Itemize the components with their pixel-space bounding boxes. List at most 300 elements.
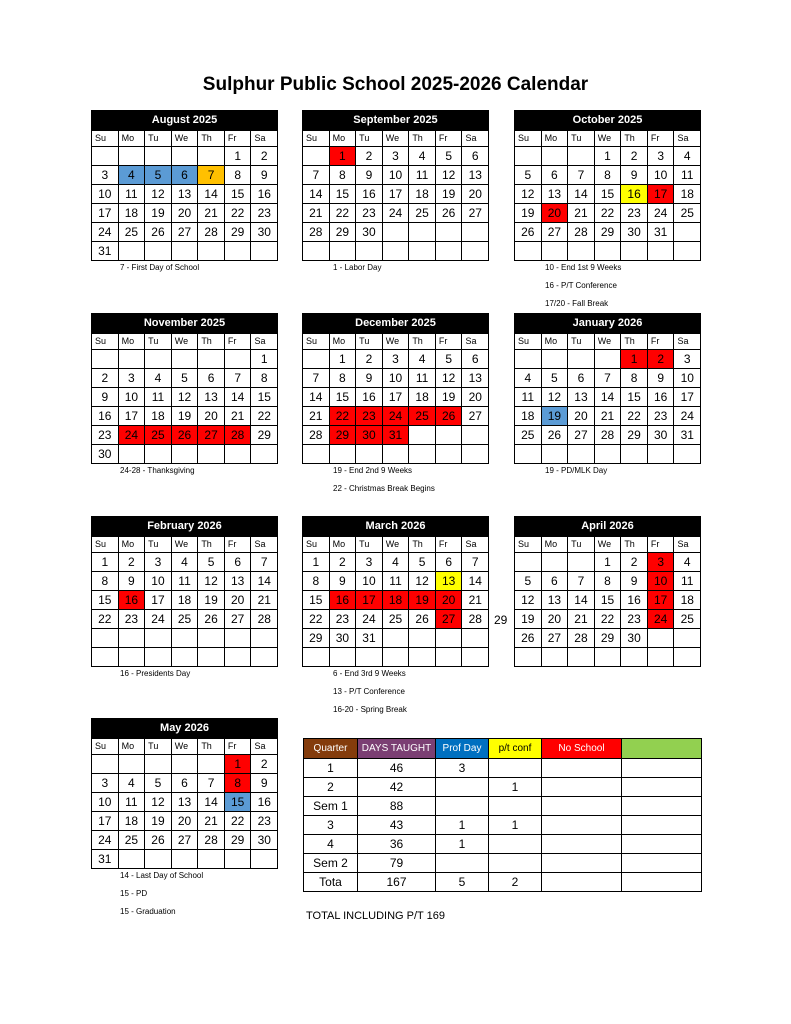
- month-days-grid: [91, 333, 278, 464]
- day-cell: 22: [595, 204, 622, 223]
- day-cell: 15: [621, 388, 648, 407]
- empty-day-cell: [383, 629, 410, 648]
- stray-day-number: 29: [494, 613, 508, 627]
- week-row: [92, 166, 278, 185]
- month-title: August 2025: [91, 110, 278, 130]
- summary-row: [304, 816, 702, 835]
- day-cell: 5: [172, 369, 199, 388]
- weekday-label: Su: [303, 131, 330, 147]
- weekday-label: We: [595, 131, 622, 147]
- day-cell: 12: [542, 388, 569, 407]
- note-line: 19 - End 2nd 9 Weeks: [333, 466, 413, 475]
- week-row: [303, 591, 489, 610]
- day-cell: 1: [225, 147, 252, 166]
- day-cell: 11: [674, 166, 701, 185]
- day-cell: 24: [119, 426, 146, 445]
- empty-day-cell: [119, 350, 146, 369]
- summary-cell: 2: [489, 873, 542, 892]
- day-cell: 7: [568, 572, 595, 591]
- day-cell: 19: [436, 388, 463, 407]
- day-cell: 28: [225, 426, 252, 445]
- day-cell: 25: [409, 204, 436, 223]
- day-cell: 24: [92, 831, 119, 850]
- day-cell: 25: [119, 831, 146, 850]
- week-row: [92, 204, 278, 223]
- empty-day-cell: [225, 350, 252, 369]
- weekday-label: Su: [515, 131, 542, 147]
- day-cell: 17: [674, 388, 701, 407]
- weekday-label: Th: [198, 537, 225, 553]
- day-cell: 9: [356, 369, 383, 388]
- month-title: February 2026: [91, 516, 278, 536]
- month-december-2025: [302, 313, 489, 464]
- summary-cell: 1: [436, 816, 489, 835]
- month-notes: [333, 259, 381, 277]
- day-cell: 14: [198, 793, 225, 812]
- note-line: 24-28 - Thanksgiving: [120, 466, 195, 475]
- month-days-grid: [302, 130, 489, 261]
- weekday-label: Mo: [542, 537, 569, 553]
- summary-cell: 167: [358, 873, 436, 892]
- note-line: 15 - PD: [120, 889, 148, 898]
- day-cell: 23: [330, 610, 357, 629]
- day-cell: 4: [383, 553, 410, 572]
- day-cell: 11: [409, 369, 436, 388]
- empty-day-cell: [119, 629, 146, 648]
- day-cell: 25: [172, 610, 199, 629]
- weekday-label: Su: [92, 131, 119, 147]
- empty-day-cell: [462, 223, 489, 242]
- weekday-label: We: [172, 131, 199, 147]
- total-including-pt: TOTAL INCLUDING P/T 169: [306, 910, 445, 922]
- day-cell: 26: [542, 426, 569, 445]
- summary-cell: Sem 2: [304, 854, 358, 873]
- weekday-label: Tu: [145, 537, 172, 553]
- day-cell: 12: [515, 591, 542, 610]
- summary-row: [304, 873, 702, 892]
- month-february-2026: [91, 516, 278, 667]
- day-cell: 25: [515, 426, 542, 445]
- day-cell: 21: [225, 407, 252, 426]
- day-cell: 4: [409, 350, 436, 369]
- empty-day-cell: [409, 242, 436, 261]
- day-cell: 23: [92, 426, 119, 445]
- day-cell: 23: [356, 407, 383, 426]
- day-cell: 23: [119, 610, 146, 629]
- day-cell: 21: [198, 204, 225, 223]
- day-cell: 1: [621, 350, 648, 369]
- note-line: 19 - PD/MLK Day: [545, 466, 608, 475]
- weekday-header-row: [515, 537, 701, 553]
- week-row: [515, 185, 701, 204]
- month-title: March 2026: [302, 516, 489, 536]
- empty-day-cell: [225, 629, 252, 648]
- day-cell: 18: [409, 185, 436, 204]
- summary-cell: 1: [436, 835, 489, 854]
- day-cell: 22: [621, 407, 648, 426]
- empty-day-cell: [303, 242, 330, 261]
- empty-day-cell: [303, 350, 330, 369]
- empty-day-cell: [225, 242, 252, 261]
- day-cell: 22: [303, 610, 330, 629]
- week-row: [92, 572, 278, 591]
- day-cell: 14: [595, 388, 622, 407]
- week-row: [92, 350, 278, 369]
- day-cell: 27: [172, 831, 199, 850]
- day-cell: 12: [172, 388, 199, 407]
- day-cell: 13: [462, 166, 489, 185]
- day-cell: 14: [568, 591, 595, 610]
- weekday-label: Sa: [251, 334, 278, 350]
- day-cell: 9: [621, 166, 648, 185]
- weekday-label: Fr: [225, 739, 252, 755]
- day-cell: 25: [383, 610, 410, 629]
- month-days-grid: [514, 536, 701, 667]
- empty-day-cell: [145, 350, 172, 369]
- weekday-label: Sa: [674, 131, 701, 147]
- day-cell: 26: [515, 629, 542, 648]
- day-cell: 19: [409, 591, 436, 610]
- summary-cell: [622, 854, 702, 873]
- week-row: [92, 793, 278, 812]
- empty-day-cell: [568, 648, 595, 667]
- day-cell: 15: [225, 185, 252, 204]
- summary-table: [303, 738, 702, 892]
- month-january-2026: [514, 313, 701, 464]
- empty-day-cell: [568, 147, 595, 166]
- empty-day-cell: [251, 445, 278, 464]
- summary-cell: [622, 835, 702, 854]
- day-cell: 7: [303, 369, 330, 388]
- empty-day-cell: [251, 648, 278, 667]
- day-cell: 2: [119, 553, 146, 572]
- month-title: January 2026: [514, 313, 701, 333]
- week-row: [303, 204, 489, 223]
- empty-day-cell: [515, 445, 542, 464]
- week-row: [92, 147, 278, 166]
- day-cell: 7: [251, 553, 278, 572]
- empty-day-cell: [648, 648, 675, 667]
- weekday-label: Mo: [330, 334, 357, 350]
- weekday-label: Sa: [462, 131, 489, 147]
- empty-day-cell: [172, 350, 199, 369]
- day-cell: 20: [542, 610, 569, 629]
- week-row: [515, 204, 701, 223]
- empty-day-cell: [198, 445, 225, 464]
- day-cell: 20: [462, 185, 489, 204]
- empty-day-cell: [198, 147, 225, 166]
- summary-cell: [542, 816, 622, 835]
- weekday-label: Sa: [251, 537, 278, 553]
- empty-day-cell: [409, 629, 436, 648]
- empty-day-cell: [119, 147, 146, 166]
- day-cell: 14: [225, 388, 252, 407]
- empty-day-cell: [225, 850, 252, 869]
- day-cell: 27: [225, 610, 252, 629]
- day-cell: 22: [330, 204, 357, 223]
- day-cell: 11: [172, 572, 199, 591]
- summary-cell: [436, 778, 489, 797]
- day-cell: 9: [621, 572, 648, 591]
- day-cell: 28: [568, 223, 595, 242]
- week-row: [515, 648, 701, 667]
- day-cell: 17: [383, 388, 410, 407]
- week-row: [303, 185, 489, 204]
- day-cell: 6: [568, 369, 595, 388]
- empty-day-cell: [436, 445, 463, 464]
- day-cell: 8: [595, 166, 622, 185]
- empty-day-cell: [462, 445, 489, 464]
- day-cell: 11: [515, 388, 542, 407]
- day-cell: 14: [462, 572, 489, 591]
- note-line: 16 - Presidents Day: [120, 669, 191, 678]
- weekday-header-row: [92, 537, 278, 553]
- day-cell: 15: [251, 388, 278, 407]
- empty-day-cell: [383, 223, 410, 242]
- day-cell: 29: [595, 223, 622, 242]
- day-cell: 30: [92, 445, 119, 464]
- day-cell: 21: [462, 591, 489, 610]
- week-row: [92, 591, 278, 610]
- day-cell: 17: [356, 591, 383, 610]
- day-cell: 30: [251, 831, 278, 850]
- day-cell: 4: [409, 147, 436, 166]
- month-title: May 2026: [91, 718, 278, 738]
- day-cell: 12: [436, 369, 463, 388]
- empty-day-cell: [303, 445, 330, 464]
- month-notes: [120, 867, 203, 921]
- summary-cell: 43: [358, 816, 436, 835]
- day-cell: 18: [383, 591, 410, 610]
- weekday-label: Tu: [356, 131, 383, 147]
- day-cell: 16: [356, 388, 383, 407]
- day-cell: 2: [92, 369, 119, 388]
- weekday-header-row: [515, 131, 701, 147]
- month-title: November 2025: [91, 313, 278, 333]
- day-cell: 31: [383, 426, 410, 445]
- day-cell: 26: [145, 831, 172, 850]
- weekday-label: Th: [409, 537, 436, 553]
- day-cell: 8: [225, 774, 252, 793]
- empty-day-cell: [172, 629, 199, 648]
- empty-day-cell: [251, 850, 278, 869]
- day-cell: 27: [542, 629, 569, 648]
- day-cell: 3: [383, 147, 410, 166]
- day-cell: 16: [119, 591, 146, 610]
- week-row: [303, 629, 489, 648]
- weekday-label: Sa: [251, 131, 278, 147]
- day-cell: 17: [92, 204, 119, 223]
- day-cell: 16: [621, 185, 648, 204]
- weekday-label: Mo: [542, 334, 569, 350]
- day-cell: 25: [409, 407, 436, 426]
- empty-day-cell: [515, 147, 542, 166]
- day-cell: 18: [119, 812, 146, 831]
- week-row: [515, 147, 701, 166]
- day-cell: 29: [251, 426, 278, 445]
- day-cell: 30: [356, 426, 383, 445]
- day-cell: 6: [172, 166, 199, 185]
- day-cell: 30: [648, 426, 675, 445]
- day-cell: 22: [330, 407, 357, 426]
- day-cell: 26: [515, 223, 542, 242]
- day-cell: 10: [119, 388, 146, 407]
- month-notes: [545, 462, 607, 480]
- day-cell: 15: [92, 591, 119, 610]
- empty-day-cell: [409, 426, 436, 445]
- day-cell: 21: [568, 610, 595, 629]
- empty-day-cell: [198, 350, 225, 369]
- day-cell: 1: [303, 553, 330, 572]
- day-cell: 22: [595, 610, 622, 629]
- weekday-header-row: [92, 131, 278, 147]
- empty-day-cell: [198, 755, 225, 774]
- day-cell: 12: [409, 572, 436, 591]
- day-cell: 12: [198, 572, 225, 591]
- weekday-label: Tu: [145, 739, 172, 755]
- day-cell: 21: [198, 812, 225, 831]
- day-cell: 30: [251, 223, 278, 242]
- day-cell: 20: [225, 591, 252, 610]
- day-cell: 18: [674, 185, 701, 204]
- day-cell: 8: [92, 572, 119, 591]
- month-title: April 2026: [514, 516, 701, 536]
- day-cell: 15: [225, 793, 252, 812]
- weekday-label: Mo: [330, 131, 357, 147]
- weekday-label: Sa: [674, 537, 701, 553]
- day-cell: 24: [383, 407, 410, 426]
- day-cell: 20: [198, 407, 225, 426]
- summary-header-row: [304, 739, 702, 759]
- day-cell: 13: [436, 572, 463, 591]
- empty-day-cell: [409, 648, 436, 667]
- day-cell: 13: [225, 572, 252, 591]
- weekday-label: Su: [92, 334, 119, 350]
- empty-day-cell: [542, 350, 569, 369]
- empty-day-cell: [648, 242, 675, 261]
- month-title: September 2025: [302, 110, 489, 130]
- day-cell: 23: [621, 204, 648, 223]
- note-line: 16 - P/T Conference: [545, 281, 617, 290]
- summary-cell: [622, 778, 702, 797]
- day-cell: 16: [356, 185, 383, 204]
- day-cell: 24: [648, 204, 675, 223]
- weekday-label: Fr: [225, 131, 252, 147]
- day-cell: 23: [251, 812, 278, 831]
- week-row: [303, 407, 489, 426]
- day-cell: 10: [92, 185, 119, 204]
- empty-day-cell: [92, 147, 119, 166]
- day-cell: 7: [198, 774, 225, 793]
- day-cell: 2: [251, 147, 278, 166]
- weekday-label: Th: [621, 537, 648, 553]
- summary-cell: [436, 854, 489, 873]
- month-september-2025: [302, 110, 489, 261]
- summary-cell: 5: [436, 873, 489, 892]
- day-cell: 16: [251, 185, 278, 204]
- day-cell: 1: [330, 350, 357, 369]
- weekday-label: Tu: [356, 334, 383, 350]
- empty-day-cell: [595, 648, 622, 667]
- day-cell: 16: [648, 388, 675, 407]
- day-cell: 6: [462, 350, 489, 369]
- day-cell: 27: [542, 223, 569, 242]
- summary-cell: 79: [358, 854, 436, 873]
- day-cell: 17: [119, 407, 146, 426]
- day-cell: 29: [621, 426, 648, 445]
- week-row: [515, 553, 701, 572]
- day-cell: 30: [356, 223, 383, 242]
- weekday-label: We: [172, 334, 199, 350]
- day-cell: 19: [145, 812, 172, 831]
- day-cell: 28: [462, 610, 489, 629]
- summary-header-cell: [622, 739, 702, 759]
- month-august-2025: [91, 110, 278, 261]
- day-cell: 19: [542, 407, 569, 426]
- month-days-grid: [91, 536, 278, 667]
- weekday-label: Mo: [119, 739, 146, 755]
- week-row: [92, 388, 278, 407]
- summary-cell: [542, 759, 622, 778]
- day-cell: 16: [92, 407, 119, 426]
- day-cell: 22: [225, 812, 252, 831]
- day-cell: 5: [515, 166, 542, 185]
- day-cell: 3: [92, 774, 119, 793]
- day-cell: 2: [621, 553, 648, 572]
- week-row: [303, 426, 489, 445]
- week-row: [92, 755, 278, 774]
- day-cell: 25: [674, 610, 701, 629]
- summary-row: [304, 835, 702, 854]
- day-cell: 5: [436, 147, 463, 166]
- empty-day-cell: [303, 648, 330, 667]
- day-cell: 8: [330, 166, 357, 185]
- summary-header-cell: Prof Day: [436, 739, 489, 759]
- summary-cell: 1: [489, 778, 542, 797]
- weekday-label: Fr: [648, 131, 675, 147]
- day-cell: 3: [648, 147, 675, 166]
- note-line: 1 - Labor Day: [333, 263, 382, 272]
- month-days-grid: [514, 333, 701, 464]
- day-cell: 27: [172, 223, 199, 242]
- weekday-label: Th: [621, 131, 648, 147]
- day-cell: 6: [198, 369, 225, 388]
- empty-day-cell: [303, 147, 330, 166]
- day-cell: 6: [436, 553, 463, 572]
- day-cell: 9: [92, 388, 119, 407]
- day-cell: 24: [92, 223, 119, 242]
- month-notes: [120, 462, 195, 480]
- day-cell: 9: [330, 572, 357, 591]
- summary-cell: [542, 835, 622, 854]
- summary-header-cell: No School: [542, 739, 622, 759]
- month-october-2025: [514, 110, 701, 261]
- day-cell: 31: [92, 242, 119, 261]
- weekday-label: Th: [198, 334, 225, 350]
- month-days-grid: [91, 738, 278, 869]
- day-cell: 5: [542, 369, 569, 388]
- empty-day-cell: [462, 426, 489, 445]
- empty-day-cell: [436, 223, 463, 242]
- day-cell: 23: [251, 204, 278, 223]
- weekday-label: Tu: [145, 131, 172, 147]
- empty-day-cell: [198, 242, 225, 261]
- weekday-header-row: [515, 334, 701, 350]
- week-row: [515, 610, 701, 629]
- day-cell: 11: [383, 572, 410, 591]
- day-cell: 17: [648, 185, 675, 204]
- weekday-header-row: [92, 334, 278, 350]
